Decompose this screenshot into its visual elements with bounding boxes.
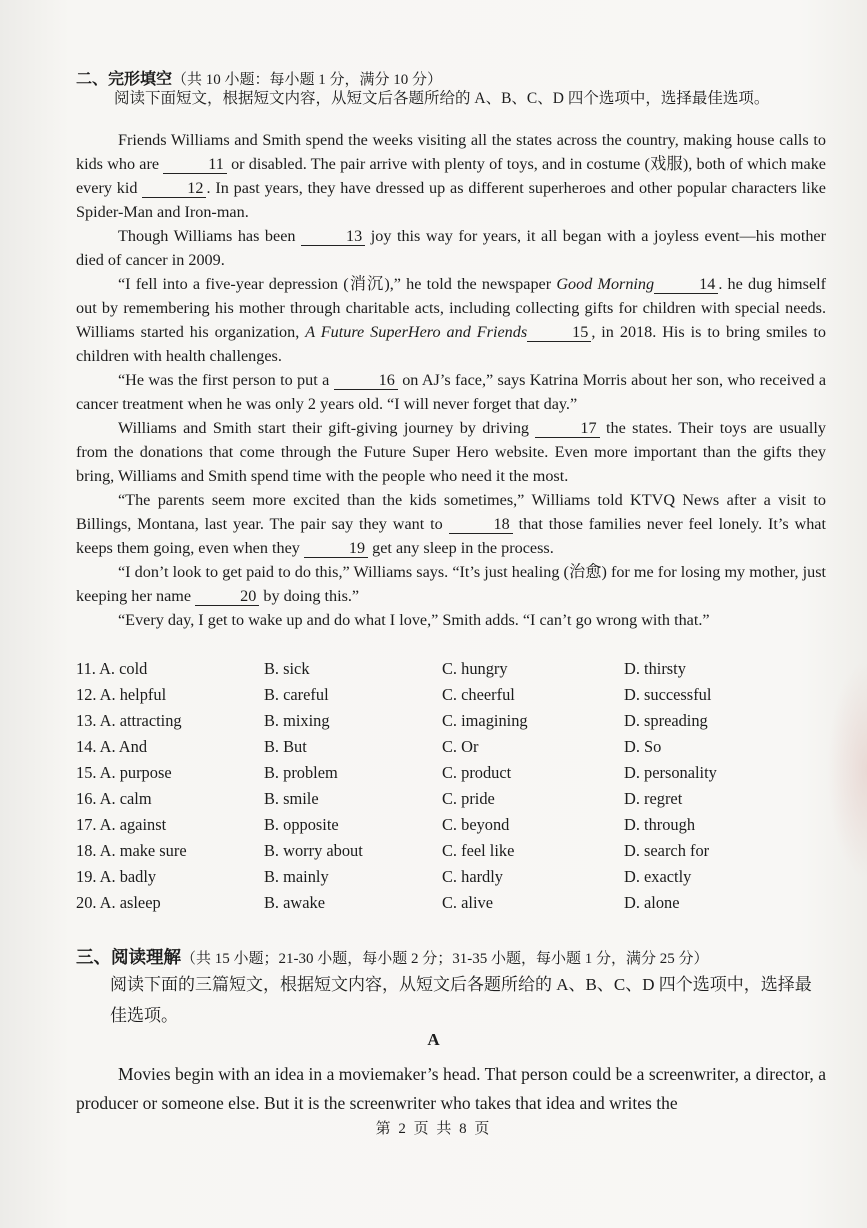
passage-a: [76, 1060, 826, 1118]
blank-20: 20: [195, 588, 259, 606]
option-row: [76, 734, 836, 760]
blank-19: 19: [304, 540, 368, 558]
option-d: D. through: [624, 815, 696, 834]
cloze-paragraph: [76, 128, 826, 224]
option-a: 19. A. badly: [76, 867, 157, 886]
paragraph-text: . In past years, they have dressed up as different superheroes and other popular characters like Spider-Man and Iron-man.: [76, 179, 826, 221]
option-d: D. alone: [624, 893, 680, 912]
option-d: D. exactly: [624, 867, 692, 886]
options-table: [76, 656, 836, 916]
paragraph-text: by doing this.”: [259, 587, 360, 605]
option-a: 11. A. cold: [76, 659, 148, 678]
option-row: [76, 786, 836, 812]
paragraph-text: A Future SuperHero and Friends: [305, 323, 528, 341]
option-c: C. feel like: [442, 841, 515, 860]
option-c: C. product: [442, 763, 512, 782]
blank-17: 17: [535, 420, 599, 438]
paragraph-text: “I fell into a five-year depression (消沉),” he told the newspaper: [118, 275, 557, 293]
paragraph-text: “He was the first person to put a: [118, 371, 334, 389]
paragraph-text: Williams and Smith start their gift-giving journey by driving: [118, 419, 536, 437]
cloze-paragraph: [76, 224, 826, 272]
option-d: D. personality: [624, 763, 717, 782]
option-a: 18. A. make sure: [76, 841, 187, 860]
option-b: B. smile: [264, 789, 319, 808]
option-b: B. awake: [264, 893, 325, 912]
passage-a-text: Movies begin with an idea in a moviemaker’s head. That person could be a screenwriter, a director, a producer or someone else. But it is the screenwriter who takes that idea and writes the: [76, 1064, 826, 1113]
option-c: C. Or: [442, 737, 479, 756]
option-row: [76, 864, 836, 890]
option-row: [76, 890, 836, 916]
paragraph-text: get any sleep in the process.: [368, 539, 554, 557]
option-b: B. careful: [264, 685, 329, 704]
option-d: D. So: [624, 737, 662, 756]
cloze-paragraph: [76, 608, 826, 632]
option-b: B. sick: [264, 659, 310, 678]
option-a: 12. A. helpful: [76, 685, 167, 704]
paragraph-text: Though Williams has been: [118, 227, 302, 245]
paragraph-text: or disabled. The pair arrive with plenty of toys, and in costume (戏服), both of which make every kid: [76, 155, 826, 197]
option-a: 16. A. calm: [76, 789, 152, 808]
option-row: [76, 656, 836, 682]
paragraph-text: .: [718, 275, 728, 293]
option-b: B. mainly: [264, 867, 329, 886]
paragraph-text: he dug himself out by remembering his mother through charitable acts, including collecting gifts for children with special needs. Williams started his organization,: [76, 275, 827, 341]
paragraph-text: on AJ’s face,” says Katrina Morris about her son, who received a cancer treatment when he was only 2 years old. “I will never forget that day.”: [76, 371, 827, 413]
section3-heading-note: （共 15 小题；21-30 小题，每小题 2 分；31-35 小题，每小题 1 分，满分 25 分）: [181, 951, 709, 967]
option-row: [76, 682, 836, 708]
cloze-paragraph: [76, 272, 826, 368]
section2-heading: 二、完形填空（共 10 小题：每小题 1 分，满分 10 分）: [76, 71, 443, 88]
blank-11: 11: [163, 156, 227, 174]
option-a: 15. A. purpose: [76, 763, 172, 782]
paragraph-text: “Every day, I get to wake up and do what I love,” Smith adds. “I can’t go wrong with that.”: [118, 611, 710, 629]
option-c: C. hardly: [442, 867, 504, 886]
option-row: [76, 812, 836, 838]
blank-15: 15: [527, 324, 591, 342]
option-a: 14. A. And: [76, 737, 148, 756]
paragraph-text: joy this way for years, it all began with a joyless event—his mother died of cancer in 2009.: [76, 227, 826, 269]
passage-a-label: A: [427, 1030, 440, 1049]
section2-heading-note: （共 10 小题：每小题 1 分，满分 10 分）: [172, 72, 443, 88]
option-c: C. imagining: [442, 711, 528, 730]
section3-header: [76, 944, 826, 1031]
section2-header: [76, 66, 826, 109]
option-a: 17. A. against: [76, 815, 167, 834]
paragraph-text: “The parents seem more excited than the kids sometimes,” Williams told KTVQ News after a visit to Billings, Montana, last year. The pair say they want to: [76, 491, 826, 533]
section3-instructions: 阅读下面的三篇短文，根据短文内容，从短文后各题所给的 A、B、C、D 四个选项中，选择最佳选项。: [110, 975, 812, 1025]
option-b: B. But: [264, 737, 307, 756]
option-b: B. worry about: [264, 841, 363, 860]
option-c: C. pride: [442, 789, 495, 808]
option-c: C. cheerful: [442, 685, 515, 704]
option-c: C. hungry: [442, 659, 508, 678]
option-d: D. regret: [624, 789, 683, 808]
option-c: C. beyond: [442, 815, 510, 834]
cloze-paragraph: [76, 488, 826, 560]
option-d: D. successful: [624, 685, 712, 704]
option-d: D. search for: [624, 841, 710, 860]
option-a: 13. A. attracting: [76, 711, 182, 730]
cloze-paragraph: [76, 560, 826, 608]
paragraph-text: “I don’t look to get paid to do this,” Williams says. “It’s just healing (治愈) for me for losing my mother, just keeping her name: [76, 563, 826, 605]
option-c: C. alive: [442, 893, 493, 912]
paragraph-text: Friends Williams and Smith spend the weeks visiting all the states across the country, making house calls to kids who are: [76, 131, 826, 173]
page-footer: 第 2 页 共 8 页: [375, 1121, 492, 1137]
blank-14: 14: [654, 276, 718, 294]
blank-16: 16: [334, 372, 398, 390]
section3-heading: 三、阅读理解（共 15 小题；21-30 小题，每小题 2 分；31-35 小题，每小题 1 分，满分 25 分）: [76, 947, 709, 967]
option-row: [76, 708, 836, 734]
blank-13: 13: [301, 228, 365, 246]
option-a: 20. A. asleep: [76, 893, 161, 912]
paragraph-text: that those families never feel lonely. It’s what keeps them going, even when they: [76, 515, 826, 557]
option-b: B. problem: [264, 763, 338, 782]
section2-instructions: 阅读下面短文，根据短文内容，从短文后各题所给的 A、B、C、D 四个选项中，选择最佳选项。: [114, 90, 770, 107]
option-row: [76, 760, 836, 786]
paragraph-text: Good Morning: [556, 275, 655, 293]
blank-18: 18: [449, 516, 513, 534]
option-b: B. mixing: [264, 711, 330, 730]
cloze-passage: [76, 128, 826, 632]
paragraph-text: is to bring smiles to children with health challenges.: [76, 323, 826, 365]
blank-12: 12: [142, 180, 206, 198]
option-b: B. opposite: [264, 815, 339, 834]
option-d: D. spreading: [624, 711, 708, 730]
paragraph-text: the states. Their toys are usually from the donations that come through the Future Super Hero website. Even more important than the gifts they bring, Williams and Smith spend time with the people who need it the most.: [76, 419, 826, 485]
option-d: D. thirsty: [624, 659, 686, 678]
cloze-paragraph: [76, 368, 826, 416]
paragraph-text: , in 2018. His: [591, 323, 691, 341]
cloze-paragraph: [76, 416, 826, 488]
option-row: [76, 838, 836, 864]
